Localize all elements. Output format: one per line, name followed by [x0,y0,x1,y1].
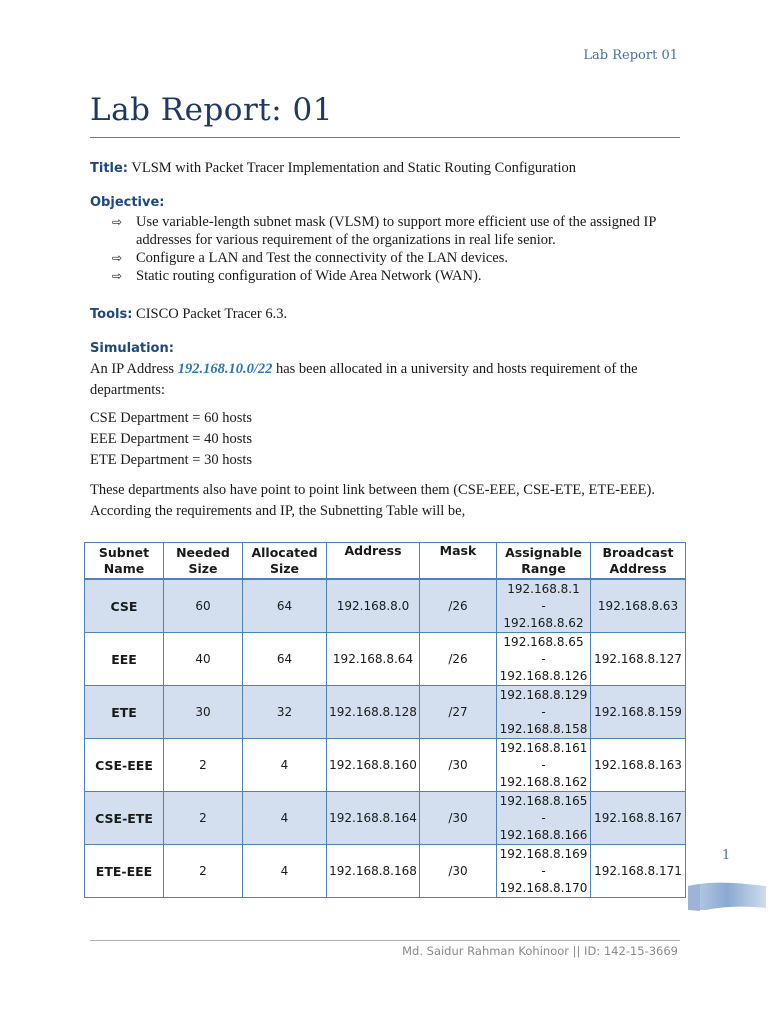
cell-range: 192.168.8.165 - 192.168.8.166 [497,792,591,845]
cell-broadcast: 192.168.8.171 [591,845,686,898]
cell-address: 192.168.8.164 [327,792,420,845]
cell-address: 192.168.8.160 [327,739,420,792]
title-label: Title: [90,161,129,176]
department-item: CSE Department = 60 hosts [90,410,253,426]
cell-subnet-name: ETE-EEE [85,845,164,898]
department-item: ETE Department = 30 hosts [90,452,253,468]
cell-address: 192.168.8.0 [327,579,420,633]
cell-mask: /30 [420,792,497,845]
cell-broadcast: 192.168.8.63 [591,579,686,633]
cell-mask: /30 [420,739,497,792]
subnetting-table [84,542,686,898]
simulation-heading [90,338,690,359]
cell-broadcast: 192.168.8.167 [591,792,686,845]
cell-address: 192.168.8.64 [327,633,420,686]
cell-mask: /26 [420,633,497,686]
objective-item-text: Use variable-length subnet mask (VLSM) to support more efficient use of the assigned IP addresses for various requirement of the organizations in real life senior. [136,214,656,248]
objective-item-text: Static routing configuration of Wide Area Network (WAN). [136,268,482,284]
table-row [85,579,686,633]
header-needed-size: Needed Size [164,543,243,580]
objective-item [112,267,682,285]
cell-broadcast: 192.168.8.159 [591,686,686,739]
tools-label: Tools: [90,307,133,322]
footer-divider [90,940,680,941]
cell-range: 192.168.8.65 - 192.168.8.126 [497,633,591,686]
cell-range: 192.168.8.129 - 192.168.8.158 [497,686,591,739]
page-curl-decoration [686,880,768,914]
cell-address: 192.168.8.128 [327,686,420,739]
objective-list [112,213,682,285]
intro-text-start: An IP Address [90,361,178,377]
cell-subnet-name: CSE-ETE [85,792,164,845]
cell-mask: /27 [420,686,497,739]
cell-subnet-name: CSE [85,579,164,633]
objective-item-text: Configure a LAN and Test the connectivity of the LAN devices. [136,250,508,266]
cell-allocated: 4 [243,739,327,792]
department-item: EEE Department = 40 hosts [90,431,253,447]
objective-item [112,213,682,249]
cell-needed: 2 [164,739,243,792]
cell-needed: 40 [164,633,243,686]
cell-allocated: 4 [243,792,327,845]
header-assignable-range: Assignable Range [497,543,591,580]
table-header-row [85,543,686,580]
tools-line [90,304,690,325]
department-list [90,408,690,471]
cell-subnet-name: ETE [85,686,164,739]
objective-item [112,249,682,267]
cell-needed: 30 [164,686,243,739]
cell-allocated: 64 [243,579,327,633]
page-title: Lab Report: 01 [90,92,333,128]
cell-allocated: 64 [243,633,327,686]
title-divider [90,137,680,138]
arrow-bullet-icon: ⇨ [112,269,123,283]
table-row [85,633,686,686]
running-header: Lab Report 01 [583,48,678,63]
tools-text: CISCO Packet Tracer 6.3. [136,306,288,322]
objective-label: Objective: [90,195,165,210]
header-address: Address [327,543,420,580]
simulation-intro [90,359,685,401]
table-row [85,792,686,845]
report-title-line [90,158,690,179]
cell-needed: 2 [164,845,243,898]
header-mask: Mask [420,543,497,580]
footer-author: Md. Saidur Rahman Kohinoor || ID: 142-15-3669 [402,944,678,958]
cell-needed: 2 [164,792,243,845]
table-row [85,739,686,792]
cell-allocated: 32 [243,686,327,739]
cell-address: 192.168.8.168 [327,845,420,898]
arrow-bullet-icon: ⇨ [112,215,123,229]
objective-heading [90,192,690,213]
cell-subnet-name: EEE [85,633,164,686]
simulation-paragraph: These departments also have point to point link between them (CSE-EEE, CSE-ETE, ETE-EEE). According the requirements and IP, the Subnetting Table will be, [90,482,655,519]
table-row [85,686,686,739]
cell-broadcast: 192.168.8.127 [591,633,686,686]
ip-address: 192.168.10.0/22 [177,361,273,377]
header-subnet-name: Subnet Name [85,543,164,580]
cell-mask: /26 [420,579,497,633]
cell-range: 192.168.8.161 - 192.168.8.162 [497,739,591,792]
cell-range: 192.168.8.1 - 192.168.8.62 [497,579,591,633]
cell-needed: 60 [164,579,243,633]
cell-allocated: 4 [243,845,327,898]
cell-mask: /30 [420,845,497,898]
header-broadcast-address: Broadcast Address [591,543,686,580]
table-row [85,845,686,898]
intro-text-end: has been allocated in a university and hosts requirement of the departments: [90,361,638,398]
page-number: 1 [722,848,731,863]
simulation-label: Simulation: [90,341,174,356]
cell-broadcast: 192.168.8.163 [591,739,686,792]
arrow-bullet-icon: ⇨ [112,251,123,265]
cell-subnet-name: CSE-EEE [85,739,164,792]
report-title-text: VLSM with Packet Tracer Implementation and Static Routing Configuration [131,160,576,176]
header-allocated-size: Allocated Size [243,543,327,580]
cell-range: 192.168.8.169 - 192.168.8.170 [497,845,591,898]
